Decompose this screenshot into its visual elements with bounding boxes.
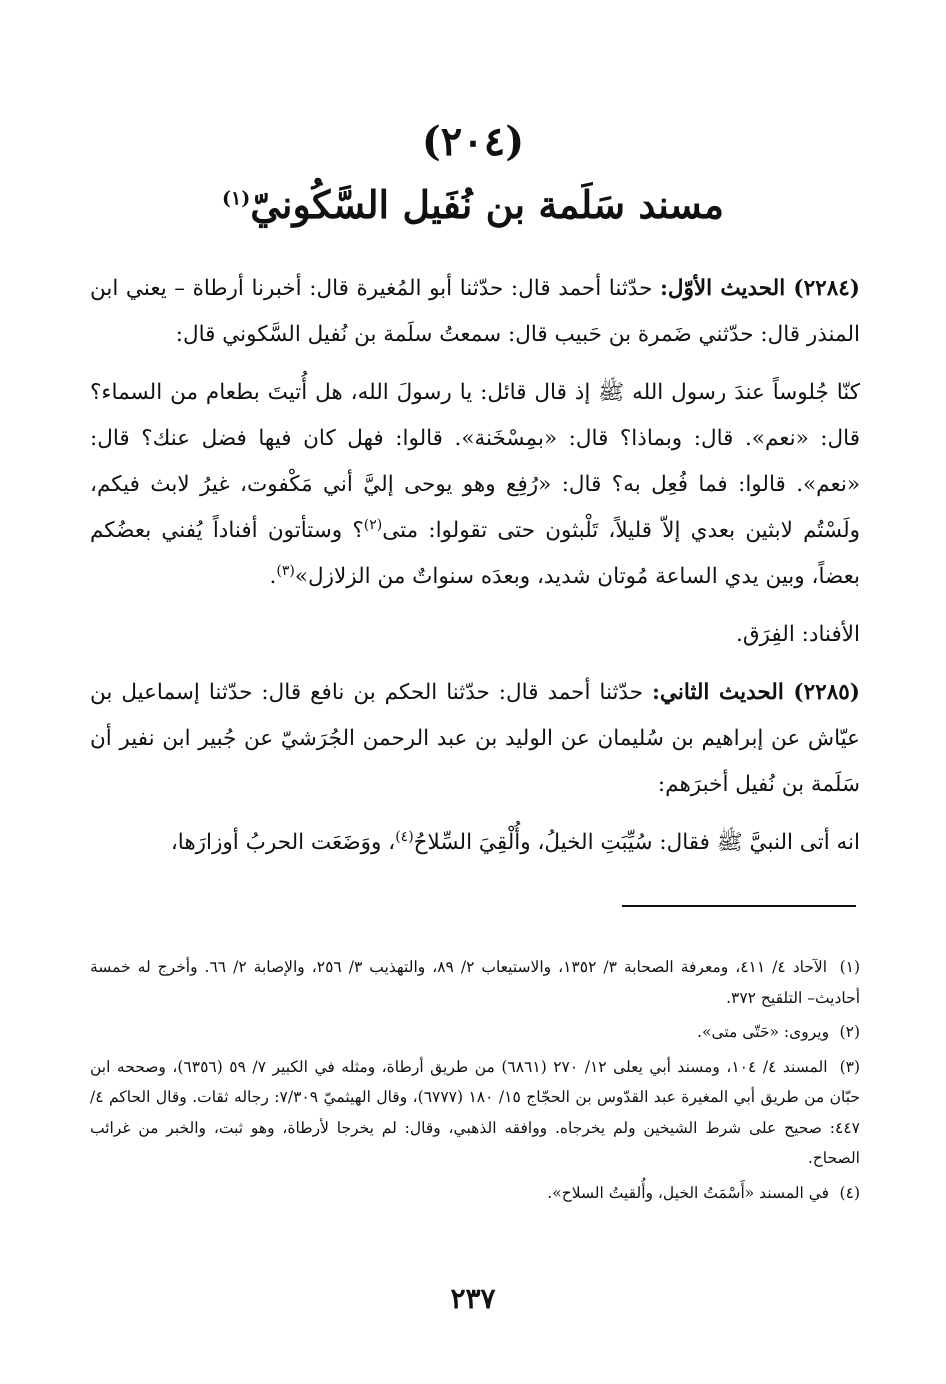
hadith-label: (٢٢٨٤) الحديث الأوّل:	[659, 276, 860, 301]
footnote-separator	[622, 905, 856, 907]
main-text	[90, 266, 860, 878]
footnote-item	[90, 952, 860, 1013]
hadith-paragraph-1	[90, 266, 860, 358]
footnote-ref: (٤)	[395, 828, 414, 845]
footnote-text: المسند ٤/ ١٠٤، ومسند أبي يعلى ١٢/ ٢٧٠ (٦٨٦١) من طريق أرطاة، ومثله في الكبير ٧/ ٥٩ (٦٣٥٦)، وصححه ابن حبّان من طريق أبي المغيرة عبد القدّوس بن الحجّاج ١٥/ ١٨٠ (٦٧٧٧)، وقال الهيثميّ ٧/٣٠٩: رجاله ثقات. وقال الحاكم ٤/ ٤٤٧: صحيح على شرط الشيخين ولم يخرجاه. ووافقه الذهبي، وقال: لم يخرجا لأرطاة، وهو ثبت، والخبر من غرائب الصحاح.	[90, 1057, 860, 1167]
matn-text: انه أتى النبيَّ ﷺ فقال: سُيِّبَتِ الخيلُ، وأُلْقِيَ السِّلاحُ	[413, 830, 860, 855]
footnote-number: (٣)	[839, 1057, 861, 1076]
footnote-ref: (٢)	[363, 516, 383, 533]
hadith-matn-1	[90, 370, 860, 600]
section-number: (٢٠٤)	[421, 118, 525, 165]
section-title	[0, 182, 946, 227]
hadith-matn-2	[90, 820, 860, 866]
footnote-number: (٢)	[839, 1023, 860, 1041]
footnote-text: الآحاد ٤/ ٤١١، ومعرفة الصحابة ٣/ ١٣٥٢، والاستيعاب ٢/ ٨٩، والتهذيب ٣/ ٢٥٦، والإصابة ٢/ ٦٦. وأخرج له خمسة أحاديث– التلقيح ٣٧٢.	[90, 958, 860, 1007]
footnote-text: في المسند «أَسْمَتُ الخيل، وأُلقيتُ السلاح».	[547, 1183, 830, 1202]
footnote-ref: (٣)	[276, 562, 295, 579]
title-footnote-ref: (١)	[221, 187, 251, 210]
matn-text: ؟ وستأتون أفناداً يُفني بعضُكم بعضاً، وبين يدي الساعة مُوتان شديد، وبعدَه سنواتٌ من الزلازل»	[90, 518, 860, 589]
hadith-isnad: حدّثنا أحمد قال: حدّثنا الحكم بن نافع قال: حدّثنا إسماعيل بن عيّاش عن إبراهيم بن سُليمان عن الوليد بن عبد الرحمن الجُرَشيّ عن جُبير ابن نفير أن سَلَمة بن نُفيل أخبرَهم:	[90, 680, 860, 797]
footnote-item	[90, 1178, 860, 1209]
footnote-number: (٤)	[839, 1183, 860, 1202]
footnote-text: ويروى: «حَتّى متى».	[697, 1023, 830, 1041]
matn-text: .	[269, 564, 277, 589]
footnote-number: (١)	[839, 958, 861, 976]
section-title-text: مسند سَلَمة بن نُفَيل السَّكُونيّ	[250, 182, 724, 227]
hadith-paragraph-2	[90, 670, 860, 808]
footnote-item	[90, 1017, 860, 1048]
hadith-label: (٢٢٨٥) الحديث الثاني:	[651, 680, 860, 705]
footnote-item	[90, 1052, 860, 1174]
page-number: ٢٣٧	[450, 1282, 496, 1315]
matn-text: ، ووَضَعَت الحربُ أوزارَها،	[170, 830, 396, 855]
matn-text: كنّا جُلوساً عندَ رسول الله ﷺ إذ قال قائل: يا رسولَ الله، هل أُتيتَ بطعام من السماء؟ قال: «نعم». قال: وبماذا؟ قال: «بمِسْخَنة». قالوا: فهل كان فيها فضل عنك؟ قال: «نعم». قالوا: فما فُعِل به؟ قال: «رُفِع وهو يوحى إليَّ أني مَكْفوت، غيرُ لابث فيكم، ولَسْتُم لابثين بعدي إلاّ قليلاً، تَلْبثون حتى تقولوا: متى	[90, 380, 861, 543]
hadith-isnad: حدّثنا أحمد قال: حدّثنا أبو المُغيرة قال: أخبرنا أرطاة – يعني ابن المنذر قال: حدّثني ضَمرة بن حَبيب قال: سمعتُ سلَمة بن نُفيل السَّكوني قال:	[90, 276, 860, 347]
footnotes	[90, 952, 860, 1212]
gloss-paragraph: الأفناد: الفِرَق.	[736, 622, 860, 647]
